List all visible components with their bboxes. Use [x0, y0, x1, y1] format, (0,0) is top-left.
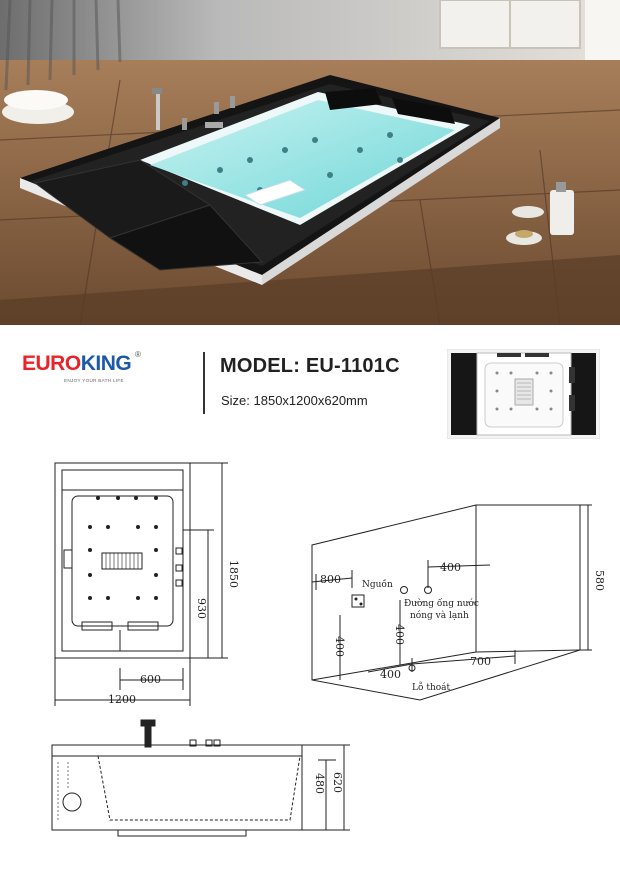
power-label: Nguồn [362, 580, 393, 590]
brand-logo [22, 352, 152, 394]
dim-total-height: 620 [331, 772, 344, 793]
dim-inner-width: 600 [140, 673, 161, 686]
registered-mark: ® [135, 350, 141, 359]
brand-wordmark [22, 352, 131, 376]
dim-box-bottom-depth: 700 [470, 655, 491, 668]
dim-box-bottom-front: 400 [380, 668, 401, 681]
brand-tagline: ENJOY YOUR BATH LIFE [64, 378, 124, 383]
dim-box-offset: 400 [440, 561, 461, 574]
pipe-label-line2: nóng và lạnh [410, 611, 469, 621]
dim-length: 1850 [227, 560, 240, 588]
product-photo [0, 0, 620, 325]
dim-inner-height: 480 [313, 773, 326, 794]
dim-box-vertical: 400 [333, 636, 346, 657]
model-title: MODEL: EU-1101C [220, 355, 400, 377]
brand-wordmark-king: KING [80, 352, 132, 375]
side-view-drawing [52, 720, 350, 836]
size-text: Size: 1850x1200x620mm [221, 393, 368, 408]
tub-thumbnail [447, 349, 600, 439]
technical-drawings [0, 440, 620, 877]
dim-inner-depth: 930 [195, 598, 208, 619]
brand-wordmark-euro: EURO [22, 352, 81, 375]
dim-box-vertical-inner: 400 [393, 624, 406, 645]
dim-box-height: 580 [593, 570, 606, 591]
top-view-drawing [55, 463, 228, 706]
header-divider [203, 352, 205, 414]
pipe-label-line1: Đường ống nước [404, 599, 479, 609]
drain-label: Lỗ thoát [412, 683, 451, 693]
dim-box-width: 800 [320, 573, 341, 586]
dim-width: 1200 [108, 693, 136, 706]
